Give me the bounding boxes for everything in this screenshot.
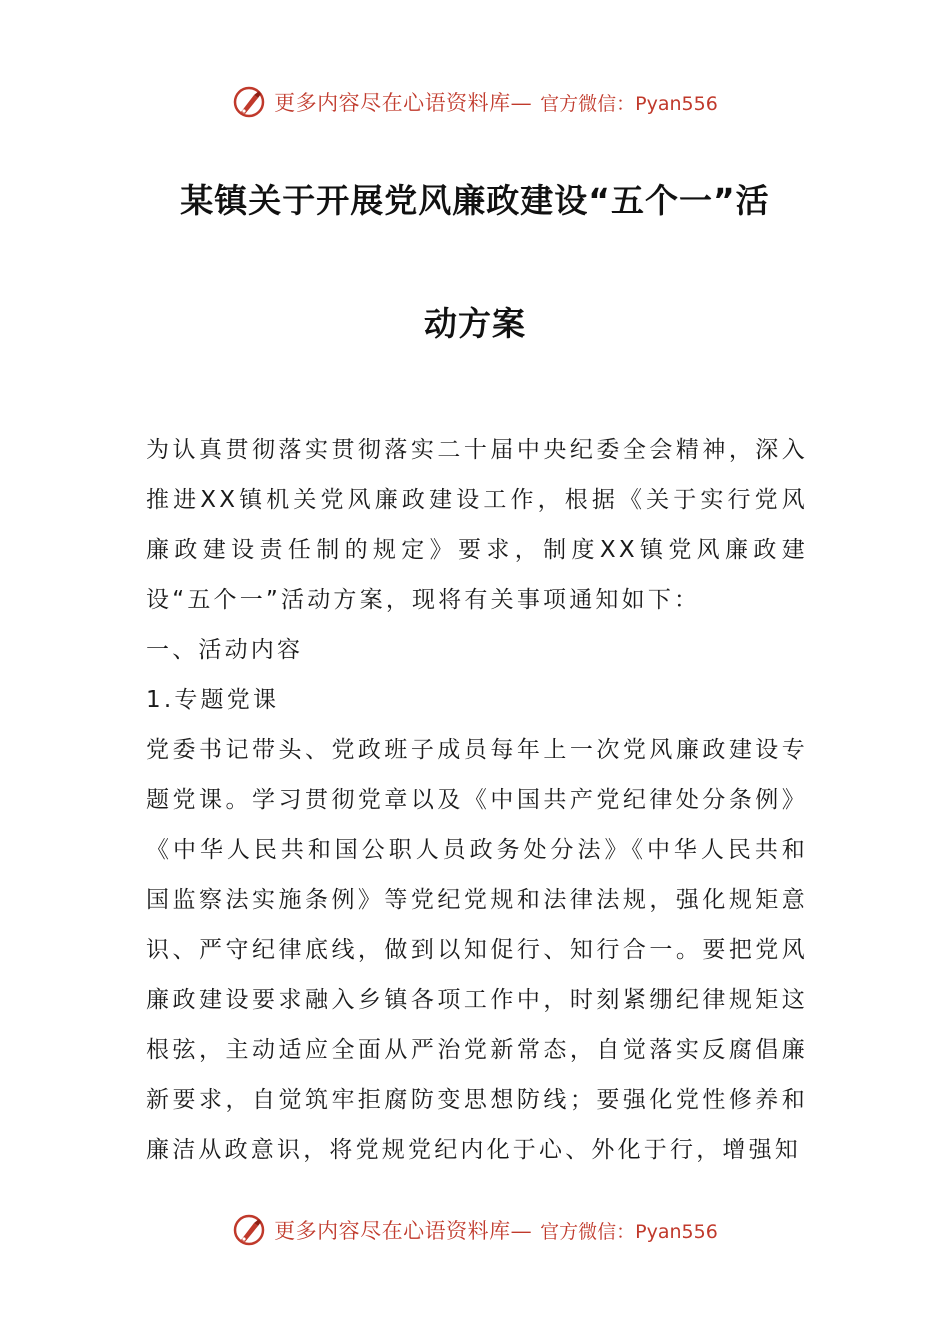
header-banner [0, 82, 950, 122]
banner-main-text: 更多内容尽在心语资料库— [274, 1219, 533, 1243]
banner-wechat-text: 官方微信：Pyan556 [540, 1220, 718, 1243]
intro-paragraph: 为认真贯彻落实贯彻落实二十届中央纪委全会精神，深入推进XX镇机关党风廉政建设工作，根据《关于实行党风廉政建设责任制的规定》要求，制度XX镇党风廉政建设“五个一”活动方案，现将有关事项通知如下： [146, 437, 808, 613]
body-paragraph: 党委书记带头、党政班子成员每年上一次党风廉政建设专题党课。学习贯彻党章以及《中国共产党纪律处分条例》《中华人民共和国公职人员政务处分法》《中华人民共和国监察法实施条例》等党纪党规和法律法规，强化规矩意识、严守纪律底线，做到以知促行、知行合一。要把党风廉政建设要求融入乡镇各项工作中，时刻紧绷纪律规矩这根弦，主动适应全面从严治党新常态，自觉落实反腐倡廉新要求，自觉筑牢拒腐防变思想防线；要强化党性修养和廉洁从政意识，将党规党纪内化于心、外化于行，增强知 [146, 737, 808, 1163]
document-title-line-1: 某镇关于开展党风廉政建设“五个一”活 [180, 181, 770, 220]
document-body [146, 425, 808, 1175]
subsection-heading: 1.专题党课 [146, 687, 280, 713]
document-title-line-2: 动方案 [424, 304, 526, 343]
pen-nib-logo-icon [232, 85, 266, 119]
banner-wechat-text: 官方微信：Pyan556 [540, 92, 718, 115]
section-heading: 一、活动内容 [146, 637, 304, 663]
pen-nib-logo-icon [232, 1213, 266, 1247]
banner-main-text: 更多内容尽在心语资料库— [274, 91, 533, 115]
footer-banner [0, 1210, 950, 1250]
